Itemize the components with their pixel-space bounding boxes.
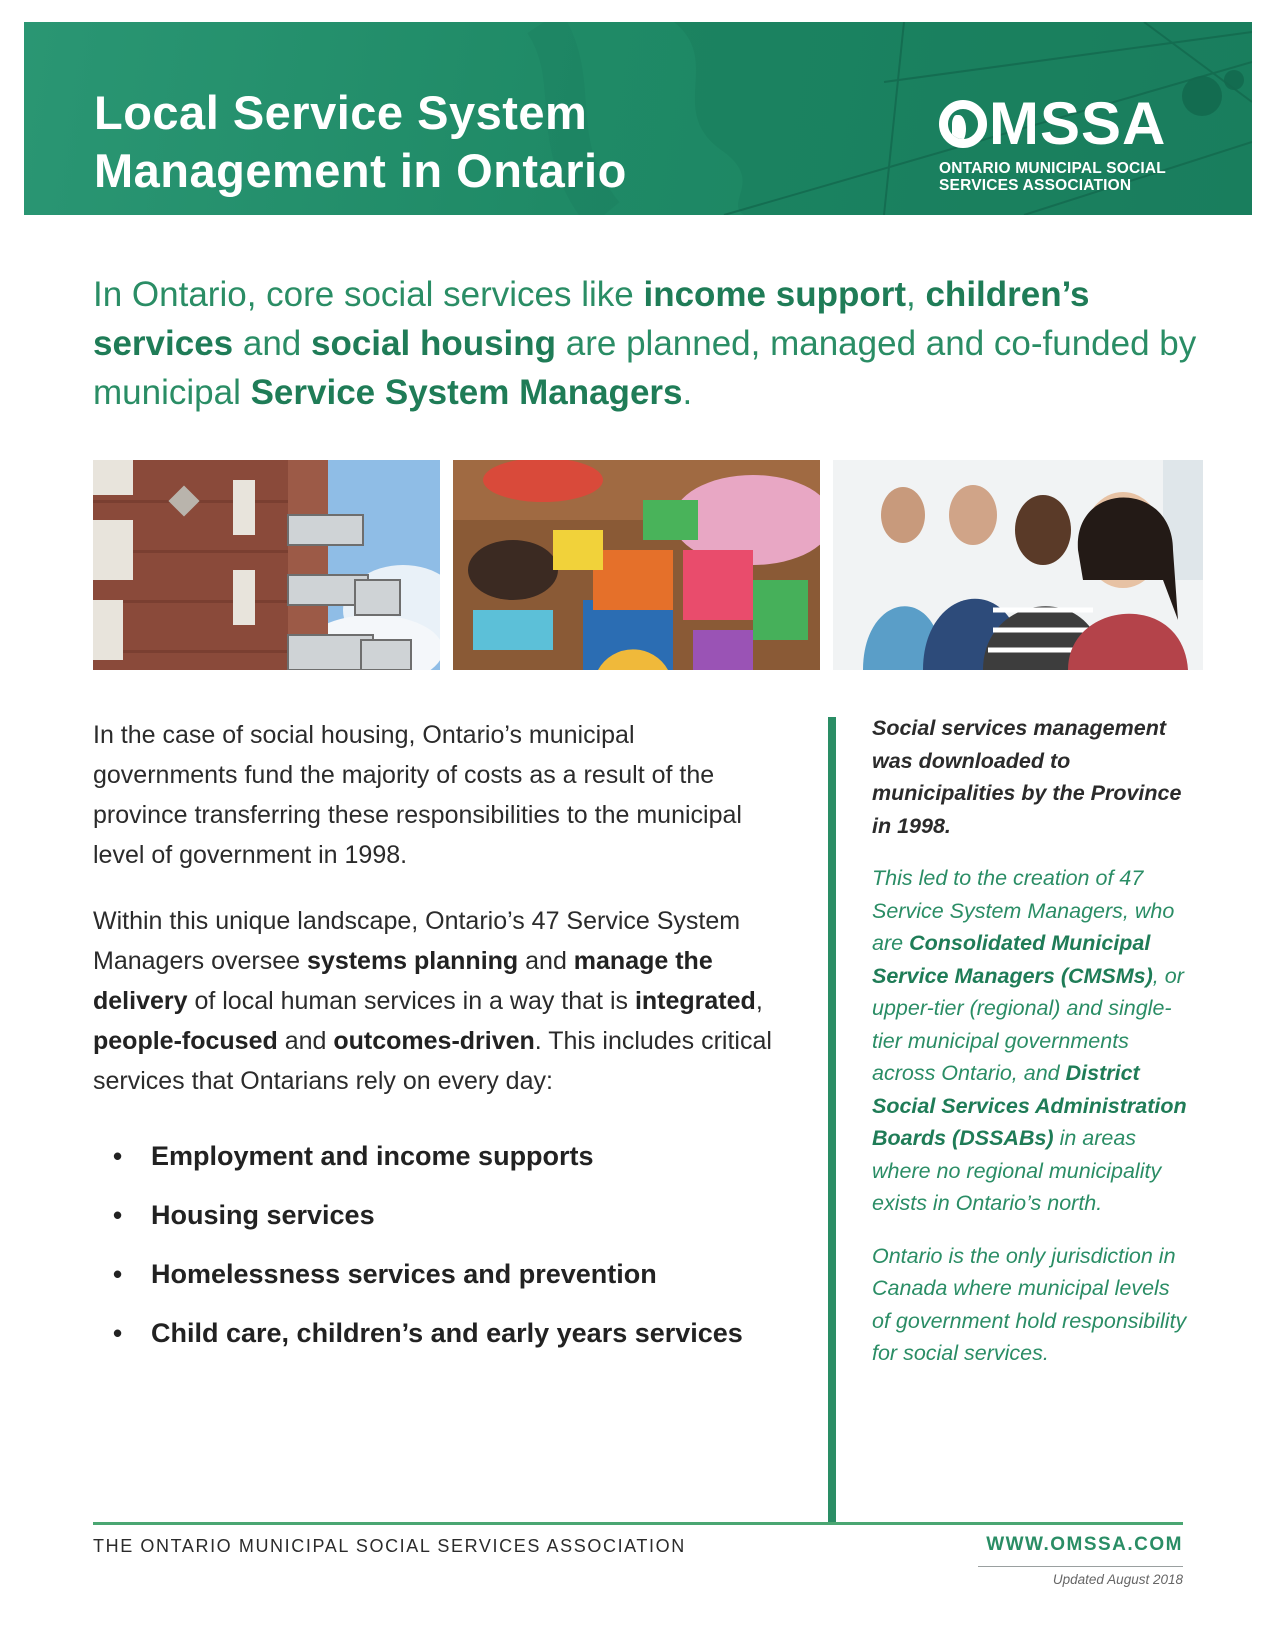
logo-sub-line-2: SERVICES ASSOCIATION [939,177,1132,194]
paragraph-service-managers [93,901,773,1101]
title-line-1: Local Service System [94,86,588,139]
text: , or upper-tier (regional) and single-tier municipal governments across Ontario, and [872,963,1184,1085]
ontario-map-icon [939,100,987,148]
sidebar-paragraph-only-jurisdiction: Ontario is the only jurisdiction in Canada where municipal levels of government hold responsibility for social services. [872,1243,1187,1365]
text: and [277,1027,334,1055]
logo-sub-line-1: ONTARIO MUNICIPAL SOCIAL [939,160,1166,177]
main-column [93,715,773,1363]
title-line-2: Management in Ontario [94,144,627,197]
sidebar-paragraph-creation [872,862,1192,1220]
children-foam-puzzle-photo [453,460,820,670]
diverse-people-photo [833,460,1203,670]
logo-mark [939,90,1209,157]
text: . This includes critical services that Ontarians rely on every day: [93,1027,772,1095]
lead-text: are planned, managed and co-funded by municipal [93,324,1197,412]
list-item: • Homelessness services and prevention [93,1245,773,1304]
lead-emphasis-income-support: income support [643,275,907,314]
text: Within this unique landscape, Ontario’s 47 Service System Managers oversee [93,907,741,975]
footer-small-divider [978,1566,1183,1567]
lead-emphasis-service-system-managers: Service System Managers [250,373,683,412]
list-item: • Employment and income supports [93,1127,773,1186]
list-item: • Child care, children’s and early years services [93,1304,773,1363]
updated-date: Updated August 2018 [1052,1572,1183,1587]
text: and [518,947,574,975]
emphasis: outcomes-driven [333,1027,535,1055]
list-item: • Housing services [93,1186,773,1245]
emphasis: manage the delivery [93,947,713,1015]
page-title [94,84,627,200]
footer-organization: THE ONTARIO MUNICIPAL SOCIAL SERVICES ASSOCIATION [93,1536,686,1556]
lead-emphasis-childrens-services: children’s services [93,275,1090,363]
lead-text: , [906,275,926,314]
lead-emphasis-social-housing: social housing [311,324,557,363]
emphasis: Consolidated Municipal Service Managers (CMSMs) [872,931,1153,988]
apartment-building-photo [93,460,440,670]
lead-text: In Ontario, core social services like [93,275,644,314]
text: This led to the creation of 47 Service System Managers, who are [872,866,1175,955]
emphasis: people-focused [93,1027,278,1055]
emphasis: District Social Services Administration Boards (DSSABs) [872,1061,1187,1150]
text: , [755,987,763,1015]
lead-text: . [682,373,693,412]
lead-text: and [233,324,311,363]
text: of local human services in a way that is [187,987,635,1015]
paragraph-social-housing: In the case of social housing, Ontario’s municipal governments fund the majority of costs as a result of the province transferring these responsibilities to the municipal level of government in 1998. [93,721,742,869]
sidebar-callout [872,712,1192,1390]
services-list [93,1127,773,1363]
website-link[interactable]: WWW.OMSSA.COM [986,1534,1183,1555]
text: in areas where no regional municipality exists in Ontario’s north. [872,1126,1162,1215]
header-banner [24,22,1252,215]
omssa-logo [939,90,1209,194]
emphasis: systems planning [307,947,519,975]
logo-text: MSSA [989,90,1167,157]
emphasis: integrated [634,987,756,1015]
logo-subtitle [939,160,1209,194]
lead-statement [93,270,1203,417]
sidebar-divider [828,717,836,1525]
sidebar-intro: Social services management was downloaded to municipalities by the Province in 1998. [872,716,1182,838]
footer-divider [93,1522,1183,1525]
